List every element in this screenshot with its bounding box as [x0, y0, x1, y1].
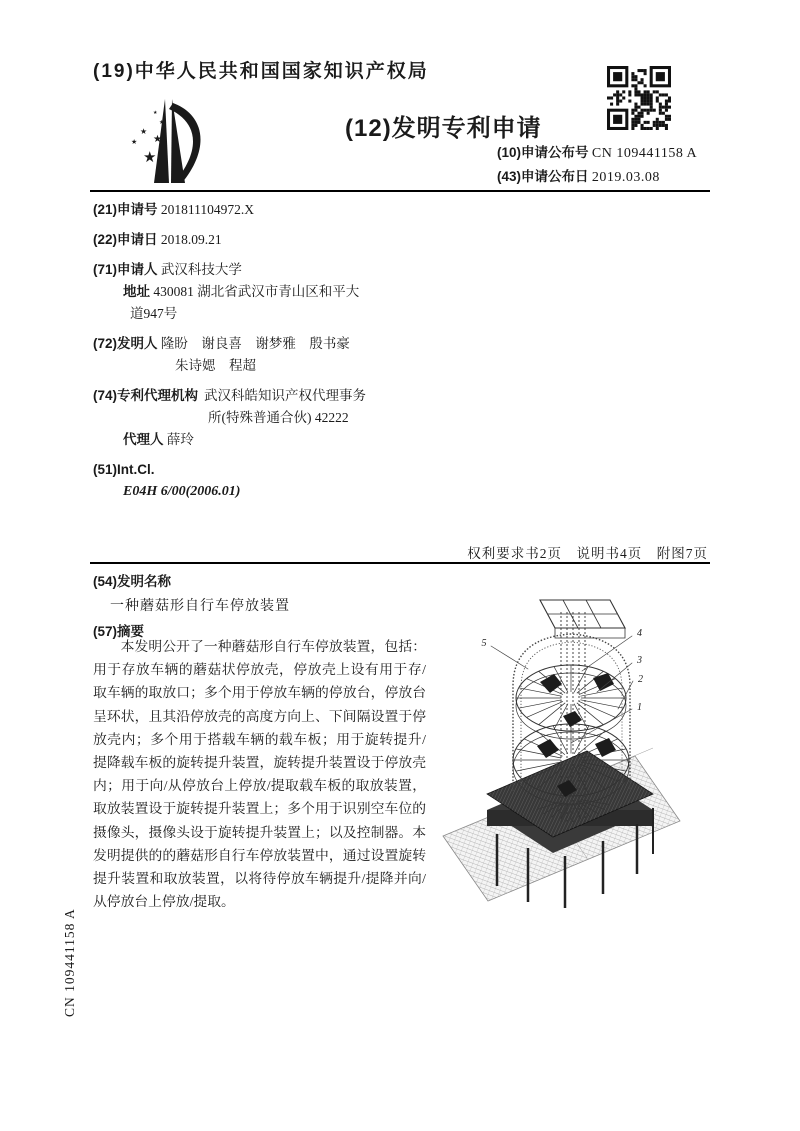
svg-text:★: ★: [153, 134, 162, 145]
publication-number-value: CN 109441158 A: [591, 146, 698, 161]
application-number-value: 201811104972.X: [160, 202, 255, 217]
agent-value: 薛玲: [166, 432, 194, 447]
invention-title-label: (54)发明名称: [93, 574, 172, 589]
abstract-text: 本发明公开了一种蘑菇形自行车停放装置，包括：用于存放车辆的蘑菇状停放壳，停放壳上设有用于存/取车辆的取放口；多个用于停放车辆的停放台，停放台呈环状，且其沿停放壳的高度方向上、下间隔设置于停放壳内；多个用于搭载车辆的载车板；用于旋转提升/提降载车板的旋转提升装置，旋转提升装置设于停放壳内；用于向/从停放台上停放/提取载车板的取放装置，取放装置设于旋转提升装置上；多个用于识别空车位的摄像头，摄像头设于旋转提升装置上；以及控制器。本发明提供的的蘑菇形自行车停放装置中，通过设置旋转提升装置和取放装置，以将待停放车辆提升/提降并向/从停放台上停放/提取。: [93, 639, 426, 910]
invention-title: 一种蘑菇形自行车停放装置: [110, 599, 290, 614]
intcl-value: E04H 6/00(2006.01): [123, 484, 241, 499]
inventors-label: (72)发明人: [93, 336, 158, 351]
qr-code: [607, 66, 671, 135]
patent-drawing-figure: [425, 586, 727, 918]
agent-label: 代理人: [123, 432, 164, 447]
patent-drawing: [425, 586, 727, 923]
svg-text:★: ★: [143, 148, 157, 166]
figure-label-2: 2: [638, 674, 643, 685]
application-date-label: (22)申请日: [93, 232, 158, 247]
address-label: 地址: [123, 284, 150, 299]
body-divider: [90, 562, 710, 564]
pages-info: 权利要求书2页 说明书4页 附图7页: [467, 546, 708, 561]
figure-label-4: 4: [637, 628, 642, 639]
intcl-label: (51)Int.Cl.: [93, 462, 155, 477]
cnipa-logo-icon: [115, 96, 215, 188]
intcl-row: [93, 459, 443, 503]
header-divider: [90, 190, 710, 192]
agency-line1: 武汉科皓知识产权代理事务: [204, 388, 367, 403]
address-line1: 430081 湖北省武汉市青山区和平大: [153, 284, 360, 299]
agency-row: [93, 385, 443, 451]
address-line2: 道947号: [130, 306, 178, 321]
side-publication-code: CN 109441158 A: [62, 908, 77, 1017]
svg-text:★: ★: [131, 138, 138, 146]
svg-text:★: ★: [140, 127, 148, 136]
figure-label-1: 1: [637, 702, 642, 713]
application-number-row: [93, 199, 443, 221]
bibliographic-data: [93, 199, 443, 517]
publication-date-row: [497, 165, 697, 189]
abstract-label: (57)摘要: [93, 624, 145, 639]
document-type: (12)发明专利申请: [345, 115, 542, 142]
patent-office-title: (19)中华人民共和国国家知识产权局: [93, 61, 429, 82]
publication-number-label: (10)申请公布号: [497, 145, 589, 160]
publication-number-row: [497, 141, 697, 165]
inventors-row: [93, 333, 443, 377]
applicant-row: [93, 259, 443, 325]
applicant-value: 武汉科技大学: [160, 262, 242, 277]
svg-text:★: ★: [159, 119, 165, 126]
publication-info: [497, 141, 697, 189]
applicant-label: (71)申请人: [93, 262, 158, 277]
agency-label: (74)专利代理机构: [93, 388, 199, 403]
qr-code-icon: [607, 66, 671, 130]
application-date-value: 2018.09.21: [160, 232, 222, 247]
figure-reference-labels: [482, 628, 644, 743]
agency-line2: 所(特殊普通合伙) 42222: [208, 410, 349, 425]
figure-label-3: 3: [637, 655, 642, 666]
publication-date-value: 2019.03.08: [591, 170, 660, 185]
publication-date-label: (43)申请公布日: [497, 169, 589, 184]
application-date-row: [93, 229, 443, 251]
cnipa-logo: [115, 96, 215, 193]
svg-text:★: ★: [153, 110, 158, 116]
invention-title-section: [93, 570, 433, 640]
figure-label-5: 5: [481, 638, 487, 649]
application-number-label: (21)申请号: [93, 202, 158, 217]
inventors-line2: 朱诗媤 程超: [175, 358, 256, 373]
inventors-line1: 隆盼 谢良喜 谢梦雅 殷书豪: [160, 336, 350, 351]
